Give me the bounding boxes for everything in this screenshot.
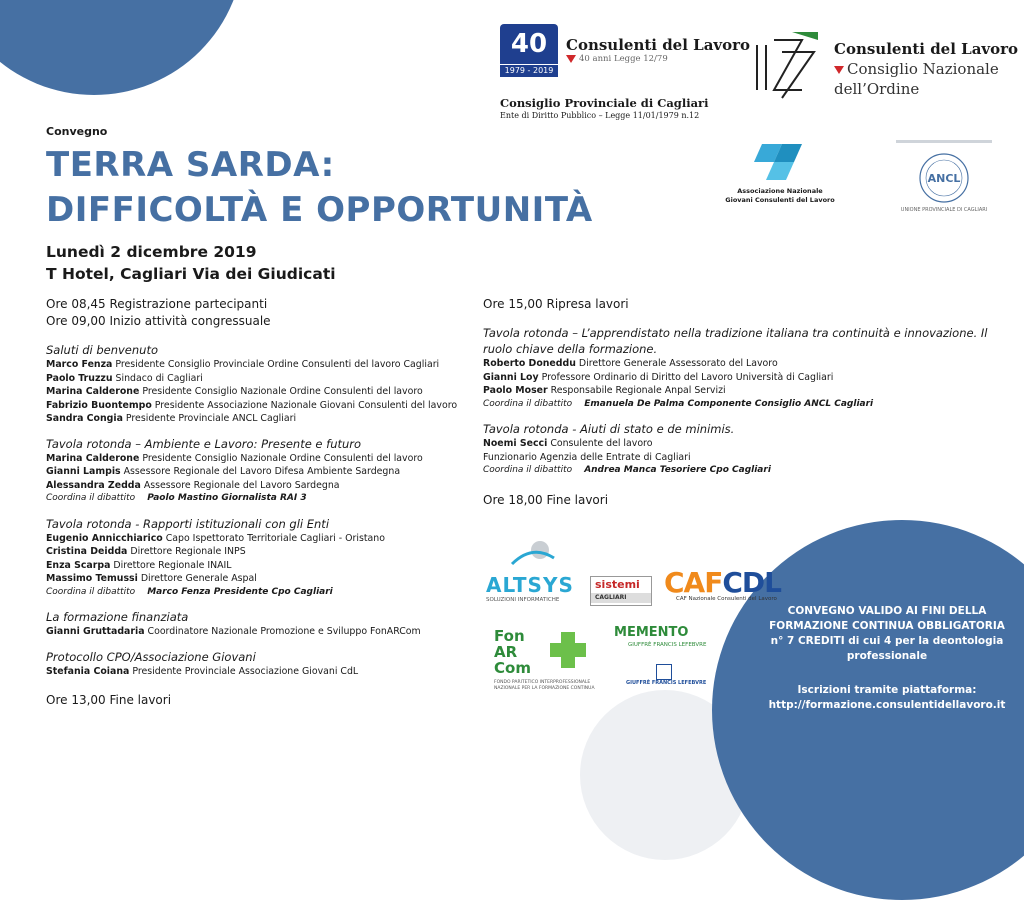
round2-title: Tavola rotonda - Rapporti istituzionali con gli Enti [46,516,330,531]
program-morning [46,296,476,709]
protocol-title: Protocollo CPO/Associazione Giovani [46,649,256,664]
speaker-line: Gianni Loy Professore Ordinario di Diritto del Lavoro Università di Cagliari [483,371,834,383]
event-date: Lunedì 2 dicembre 2019 [46,243,257,261]
agcl-logo-line2: Giovani Consulenti del Lavoro [725,196,835,204]
speaker-line: Enza Scarpa Direttore Regionale INAIL [46,559,232,571]
red-triangle-icon [834,66,844,74]
speaker-line: Cristina Deidda Direttore Regionale INPS [46,546,246,557]
sistemi-logo-city: CAGLIARI [591,593,651,603]
memento-subtitle: GIUFFRÈ FRANCIS LEFEBVRE [628,642,707,648]
registration-info: Iscrizioni tramite piattaforma: http://formazione.consulentidellavoro.it [762,683,1012,713]
sistemi-logo-text: sistemi [595,578,640,591]
speaker-line: Gianni Lampis Assessore Regionale del Lavoro Difesa Ambiente Sardegna [46,466,401,477]
cn-logo-line3: dell’Ordine [834,80,920,98]
speaker-line: Marco Fenza Presidente Consiglio Provinciale Ordine Consulenti del lavoro Cagliari [46,359,440,370]
speaker-line: Massimo Temussi Direttore Generale Aspal [46,573,257,584]
speaker-line: Paolo Moser Responsabile Regionale Anpal Servizi [483,385,726,396]
morning-closing: Ore 13,00 Fine lavori [46,693,172,707]
caf-cdl-logo: CAFCDL [664,566,781,599]
start-time: Ore 09,00 Inizio attività congressuale [46,314,271,328]
altsys-logo-text: ALTSYS [486,573,574,597]
fonarcom-cross-icon [548,630,588,670]
speaker-line: Marina Calderone Presidente Consiglio Nazionale Ordine Consulenti del lavoro [46,452,423,464]
speaker-line: Paolo Truzzu Sindaco di Cagliari [46,372,203,384]
event-venue: T Hotel, Cagliari Via dei Giudicati [46,265,336,283]
cn-logo-mark-icon [752,30,822,100]
round4-title: Tavola rotonda - Aiuti di stato e de minimis. [483,422,735,436]
fonarcom-logo-text: Fon AR Com [494,627,531,677]
ancl-logo-caption: UNIONE PROVINCIALE DI CAGLIARI [900,207,988,213]
cn-logo-line2: Consiglio Nazionale [834,60,999,78]
cdl-logo-subtitle: 40 anni Legge 12/79 [566,54,668,64]
caf-cdl-subtitle: CAF Nazionale Consulenti del Lavoro [676,596,777,602]
speaker-line: Alessandra Zedda Assessore Regionale del Lavoro Sardegna [46,479,340,491]
event-title-line1: TERRA SARDA: [46,145,335,185]
greetings-title: Saluti di benvenuto [46,343,159,357]
speaker-line: Roberto Doneddu Direttore Generale Assessorato del Lavoro [483,358,778,369]
cpc-title: Consiglio Provinciale di Cagliari [500,96,709,110]
anniversary-years: 1979 - 2019 [500,64,558,77]
speaker-line: Funzionario Agenzia delle Entrate di Cagliari [483,451,691,463]
speaker-line: Noemi Secci Consulente del lavoro [483,438,653,449]
funded-training-title: La formazione finanziata [46,610,189,624]
lefebvre-logo-icon [656,664,672,680]
anniversary-logo [500,24,558,76]
round3-title: Tavola rotonda – L’apprendistato nella tradizione italiana tra continuità e innovazione. Il ruolo chiave della formazione. [483,326,988,356]
ancl-logo-icon [912,150,976,208]
speaker-line: Sandra Congia Presidente Provinciale ANCL Cagliari [46,413,297,424]
red-triangle-icon [566,55,576,63]
cdl-logo-title: Consulenti del Lavoro [566,36,751,54]
moderator-line: Coordina il dibattito Andrea Manca Tesoriere Cpo Cagliari [483,465,771,475]
decorative-circle-top-left [0,0,244,95]
agcl-logo-line1: Associazione Nazionale [737,187,823,195]
speaker-line: Gianni Gruttadaria Coordinatore Nazionale Promozione e Sviluppo FonARCom [46,626,421,637]
cn-logo-title: Consulenti del Lavoro [834,40,1019,58]
afternoon-closing: Ore 18,00 Fine lavori [483,492,609,507]
registration-link[interactable]: http://formazione.consulentidellavoro.it [768,699,1006,711]
speaker-line: Fabrizio Buontempo Presidente Associazione Nazionale Giovani Consulenti del lavoro [46,399,458,411]
speaker-line: Stefania Coiana Presidente Provinciale Associazione Giovani CdL [46,665,359,677]
anniversary-number: 40 [500,24,558,64]
cpc-subtitle: Ente di Diritto Pubblico – Legge 11/01/1979 n.12 [500,111,700,120]
altsys-logo-subtitle: SOLUZIONI INFORMATICHE [486,597,560,603]
registration-time: Ore 08,45 Registrazione partecipanti [46,297,268,311]
agcl-logo-icon [752,140,808,184]
speaker-line: Eugenio Annicchiarico Capo Ispettorato Territoriale Cagliari - Oristano [46,532,385,544]
round1-title: Tavola rotonda – Ambiente e Lavoro: Presente e futuro [46,436,362,451]
resume-time: Ore 15,00 Ripresa lavori [483,297,629,311]
credits-notice: CONVEGNO VALIDO AI FINI DELLA FORMAZIONE CONTINUA OBBLIGATORIA n° 7 CREDITI di cui 4 per la deontologia professionale [769,605,1005,662]
event-title-line2: DIFFICOLTÀ E OPPORTUNITÀ [46,190,593,230]
moderator-line: Coordina il dibattito Paolo Mastino Giornalista RAI 3 [46,493,307,503]
svg-text:ANCL: ANCL [927,172,961,185]
fonarcom-subtitle: FONDO PARITETICO INTERPROFESSIONALE NAZIONALE PER LA FORMAZIONE CONTINUA [494,680,595,691]
speaker-line: Marina Calderone Presidente Consiglio Nazionale Ordine Consulenti del lavoro [46,386,423,397]
moderator-line: Coordina il dibattito Emanuela De Palma Componente Consiglio ANCL Cagliari [483,398,874,409]
moderator-line: Coordina il dibattito Marco Fenza Presidente Cpo Cagliari [46,586,333,597]
ancl-divider [896,140,992,143]
altsys-mark-icon [510,538,556,576]
program-afternoon [483,296,1003,509]
lefebvre-logo-text: GIUFFRÈ FRANCIS LEFEBVRE [626,680,707,686]
memento-logo: MEMENTO [614,625,689,640]
event-label: Convegno [46,125,108,138]
sistemi-logo [590,576,652,606]
